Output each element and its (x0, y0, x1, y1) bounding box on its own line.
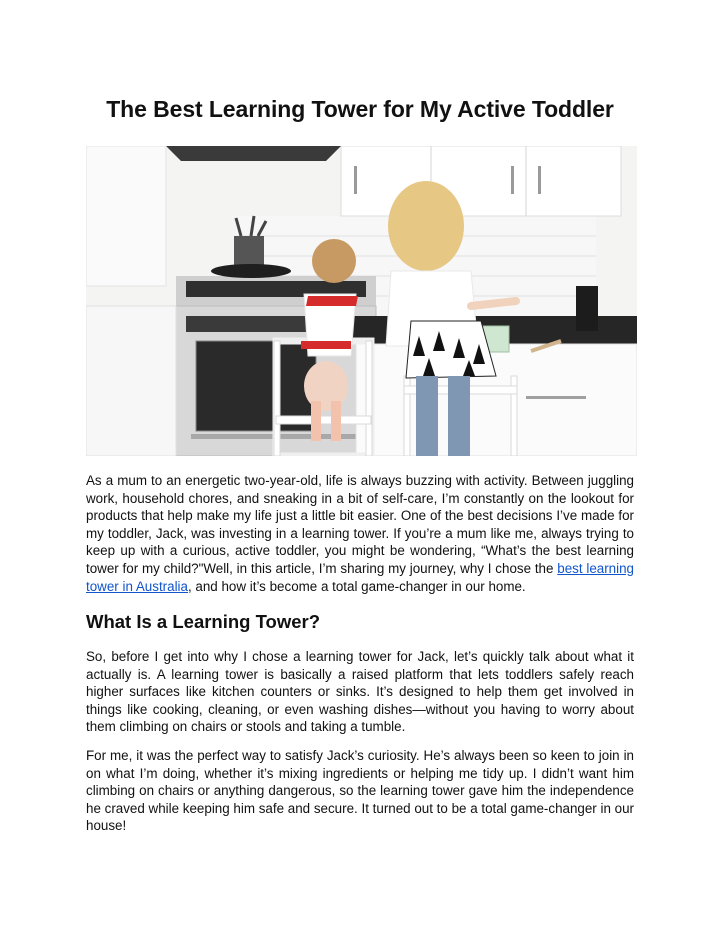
section-paragraph-2-text: For me, it was the perfect way to satisfy Jack’s curiosity. He’s always been so keen to join in on what I’m doing, whether it’s mixing ingredients or helping me tidy up. I didn’t want him climbing on chairs or anything dangerous, so the learning tower gave him the independence he craved while keeping him safe and secure. It turned out to be a total game-changer in our house! (86, 748, 634, 834)
section-paragraph-2 (86, 747, 634, 835)
section-paragraph-1 (86, 648, 634, 736)
hero-image (86, 146, 637, 456)
intro-text-before-link: As a mum to an energetic two-year-old, life is always buzzing with activity. Between juggling work, household chores, and sneaking in a bit of self-care, I’m constantly on the lookout for products that help make my life just a little bit easier. One of the best decisions I’ve made for my toddler, Jack, was investing in a learning tower. If you’re a mum like me, always trying to keep up with a curious, active toddler, you might be wondering, “What’s the best learning tower for my child?"Well, in this article, I’m sharing my journey, why I chose the (86, 473, 634, 576)
intro-paragraph (86, 472, 634, 595)
intro-text-after-link: , and how it’s become a total game-changer in our home. (187, 578, 526, 594)
section-heading: What Is a Learning Tower? (86, 611, 321, 632)
learning-tower-link[interactable]: best learning tower in Australia (86, 560, 635, 594)
article-title: The Best Learning Tower for My Active Toddler (106, 96, 614, 122)
section-paragraph-1-text: So, before I get into why I chose a learning tower for Jack, let’s quickly talk about what it actually is. A learning tower is basically a raised platform that lets toddlers safely reach higher surfaces like kitchen counters or sinks. It’s designed to help them get involved in things like cooking, cleaning, or even washing dishes—without you having to worry about them climbing on chairs or stools and taking a tumble. (86, 649, 634, 735)
